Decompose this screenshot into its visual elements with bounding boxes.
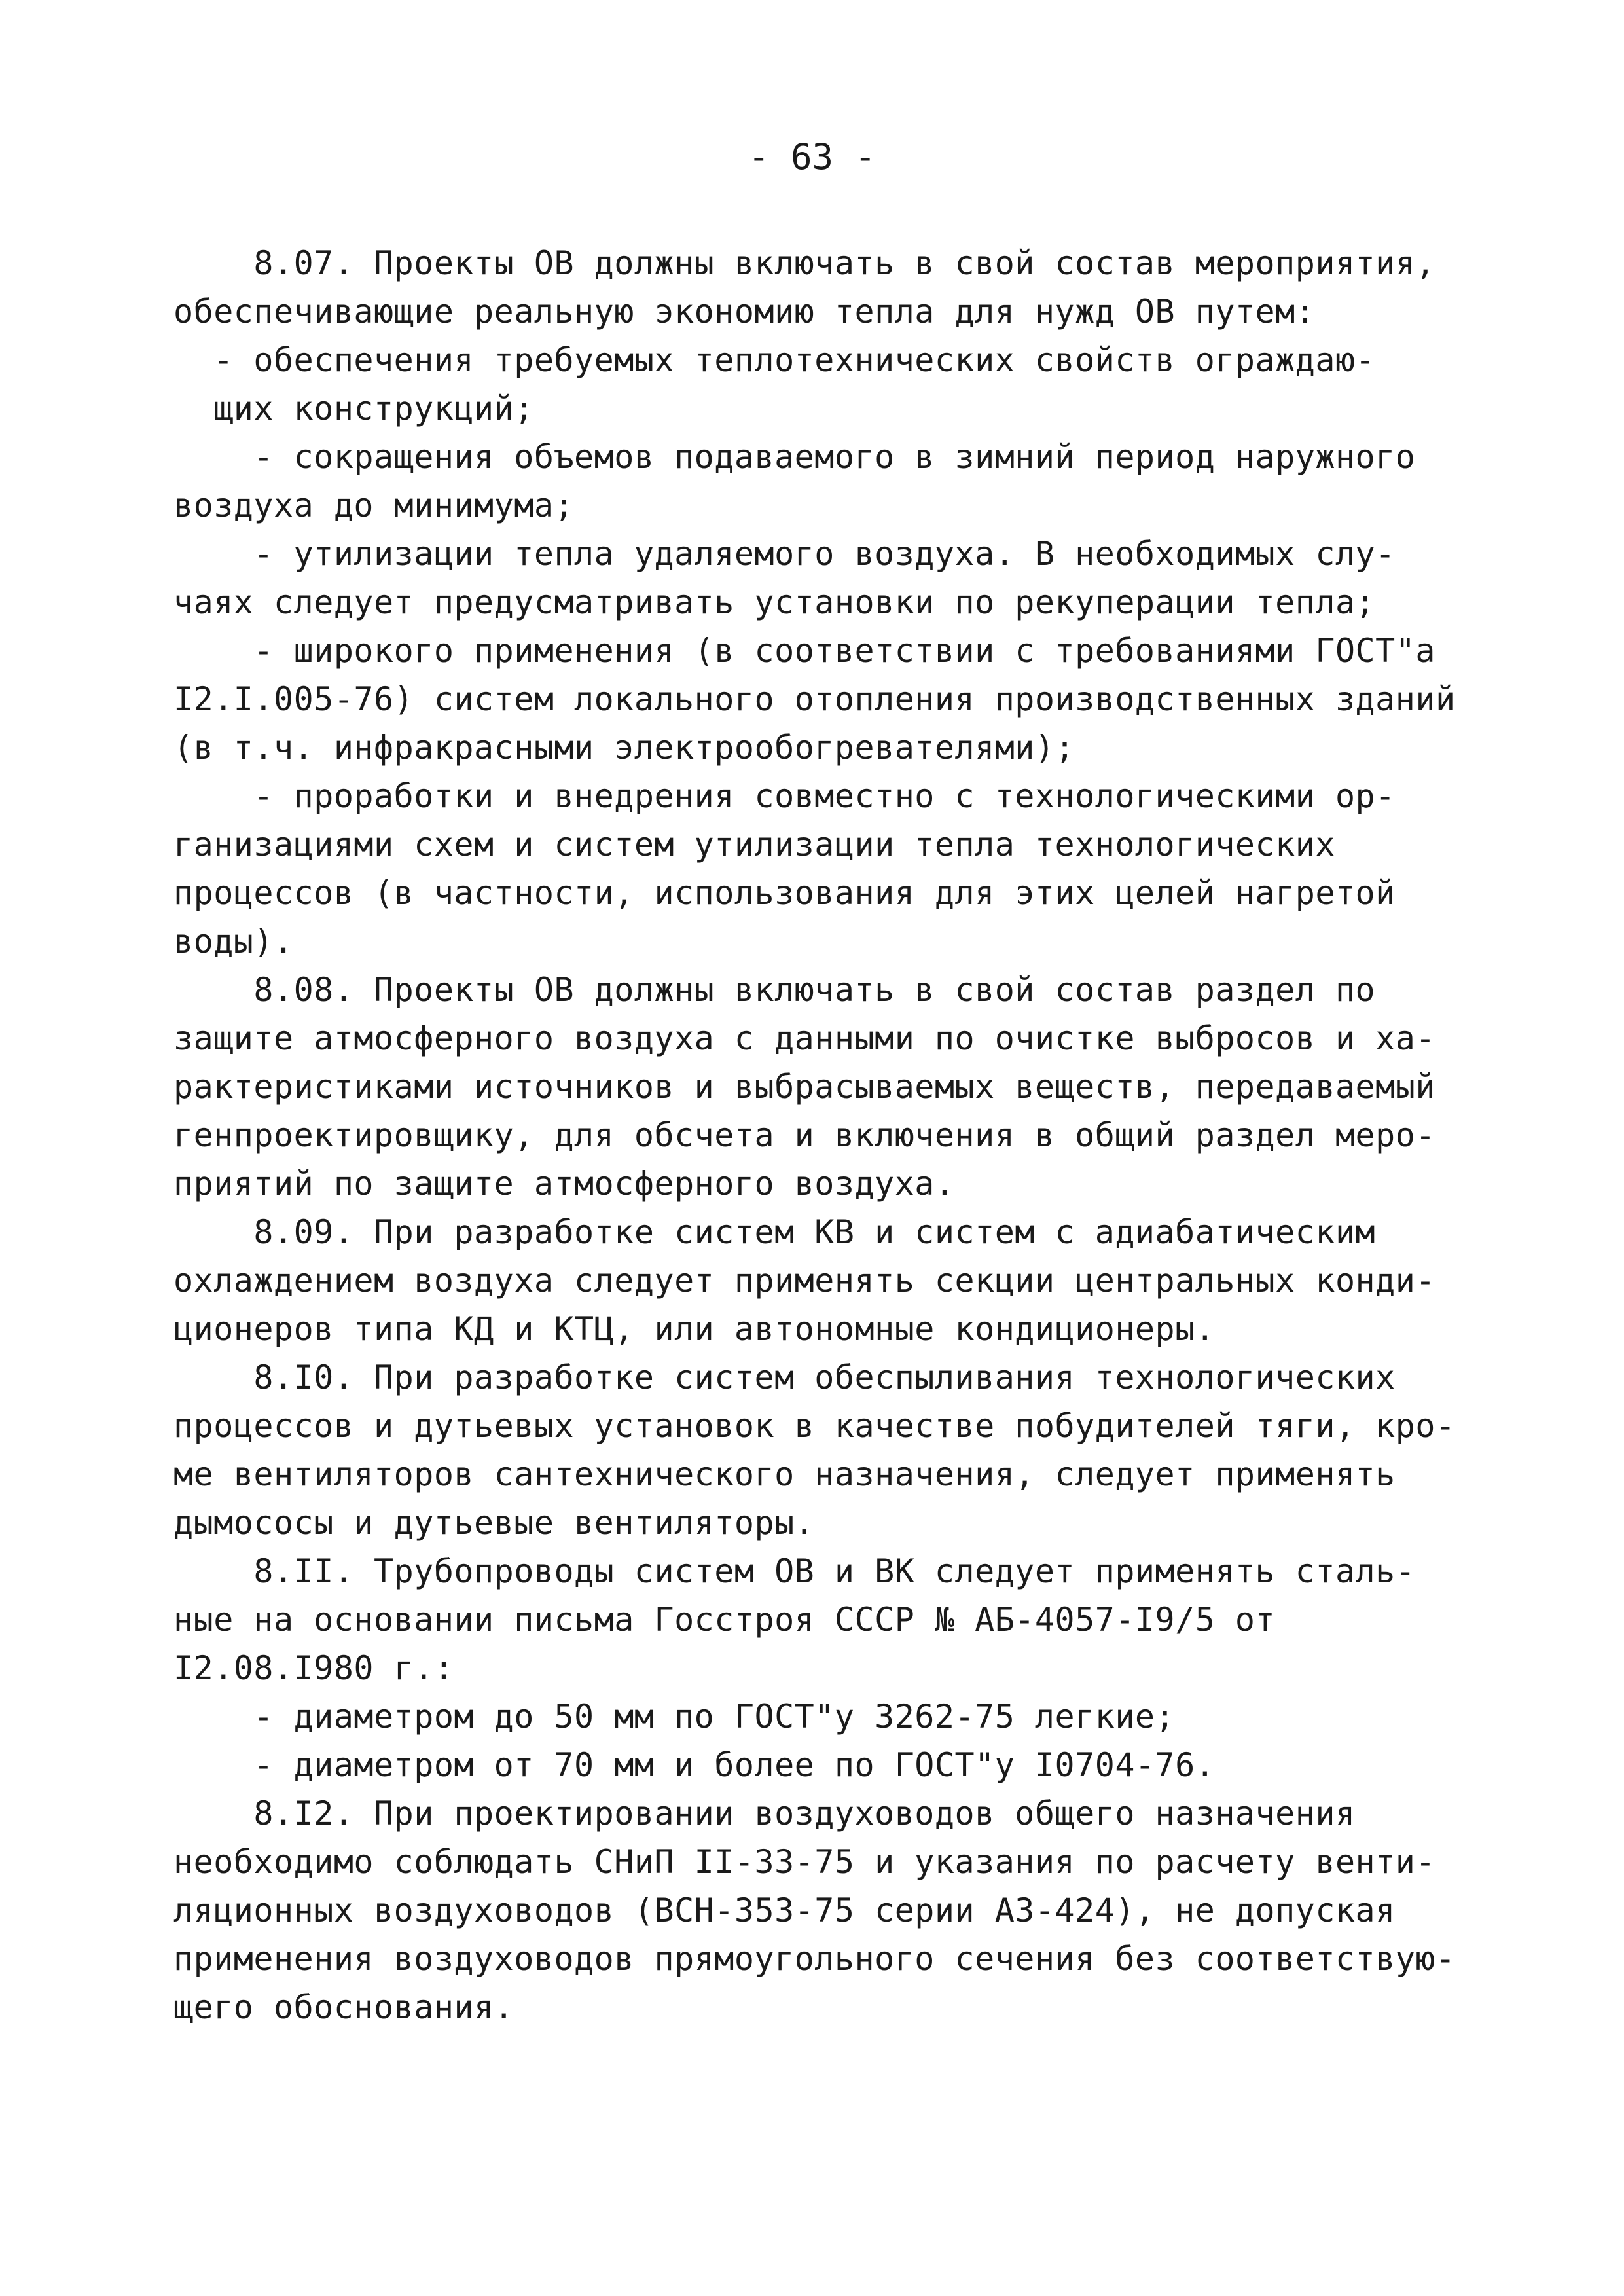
text-line: ляционных воздуховодов (ВСН-353-75 серии АЗ-424), не допуская	[173, 1891, 1396, 1929]
text-line: дымососы и дутьевые вентиляторы.	[173, 1504, 815, 1542]
text-line: генпроектировщику, для обсчета и включения в общий раздел меро-	[173, 1116, 1435, 1154]
text-line: воздуха до минимума;	[173, 486, 575, 524]
text-line: необходимо соблюдать СНиП II-33-75 и указания по расчету венти-	[173, 1843, 1435, 1881]
document-body	[173, 239, 1476, 2032]
text-line: - утилизации тепла удаляемого воздуха. В необходимых слу-	[173, 535, 1396, 573]
text-line: ные на основании письма Госстроя СССР № АБ-4057-I9/5 от	[173, 1601, 1276, 1639]
text-line: применения воздуховодов прямоугольного сечения без соответствую-	[173, 1940, 1456, 1978]
text-line: обеспечивающие реальную экономию тепла для нужд ОВ путем:	[173, 293, 1316, 331]
text-line: приятий по защите атмосферного воздуха.	[173, 1165, 955, 1203]
text-line: - диаметром до 50 мм по ГОСТ"у 3262-75 легкие;	[173, 1698, 1176, 1736]
text-line: I2.I.005-76) систем локального отопления производственных зданий	[173, 680, 1456, 718]
text-line: процессов (в частности, использования для этих целей нагретой	[173, 874, 1396, 912]
text-line: чаях следует предусматривать установки по рекуперации тепла;	[173, 583, 1376, 621]
text-line: - проработки и внедрения совместно с технологическими ор-	[173, 777, 1396, 815]
text-line: - широкого применения (в соответствии с требованиями ГОСТ"а	[173, 632, 1435, 670]
page-number: - 63 -	[748, 136, 876, 177]
text-line: I2.08.I980 г.:	[173, 1649, 454, 1687]
text-line: защите атмосферного воздуха с данными по очистке выбросов и ха-	[173, 1019, 1435, 1057]
text-line: ме вентиляторов сантехнического назначения, следует применять	[173, 1455, 1396, 1493]
text-line: 8.I2. При проектировании воздуховодов общего назначения	[173, 1795, 1356, 1832]
text-line: (в т.ч. инфракрасными электрообогревателями);	[173, 729, 1075, 767]
text-line: - сокращения объемов подаваемого в зимний период наружного	[173, 438, 1416, 476]
text-line: охлаждением воздуха следует применять секции центральных конди-	[173, 1262, 1435, 1300]
text-line: процессов и дутьевых установок в качестве побудителей тяги, кро-	[173, 1407, 1456, 1445]
text-line: рактеристиками источников и выбрасываемых веществ, передаваемый	[173, 1068, 1435, 1106]
text-line: - обеспечения требуемых теплотехнических свойств ограждаю-	[173, 341, 1376, 379]
text-line: щих конструкций;	[173, 390, 534, 428]
text-line: воды).	[173, 922, 294, 960]
text-line: ционеров типа КД и КТЦ, или автономные кондиционеры.	[173, 1310, 1216, 1348]
text-line: 8.07. Проекты ОВ должны включать в свой состав мероприятия,	[173, 244, 1435, 282]
text-line: щего обоснования.	[173, 1988, 514, 2026]
text-line: 8.09. При разработке систем КВ и систем с адиабатическим	[173, 1213, 1376, 1251]
text-line: 8.08. Проекты ОВ должны включать в свой состав раздел по	[173, 971, 1376, 1009]
text-line: 8.I0. При разработке систем обеспыливания технологических	[173, 1358, 1396, 1396]
text-line: - диаметром от 70 мм и более по ГОСТ"у I0704-76.	[173, 1746, 1216, 1784]
text-line: ганизациями схем и систем утилизации тепла технологических	[173, 826, 1335, 864]
text-line: 8.II. Трубопроводы систем ОВ и ВК следует применять сталь-	[173, 1552, 1416, 1590]
